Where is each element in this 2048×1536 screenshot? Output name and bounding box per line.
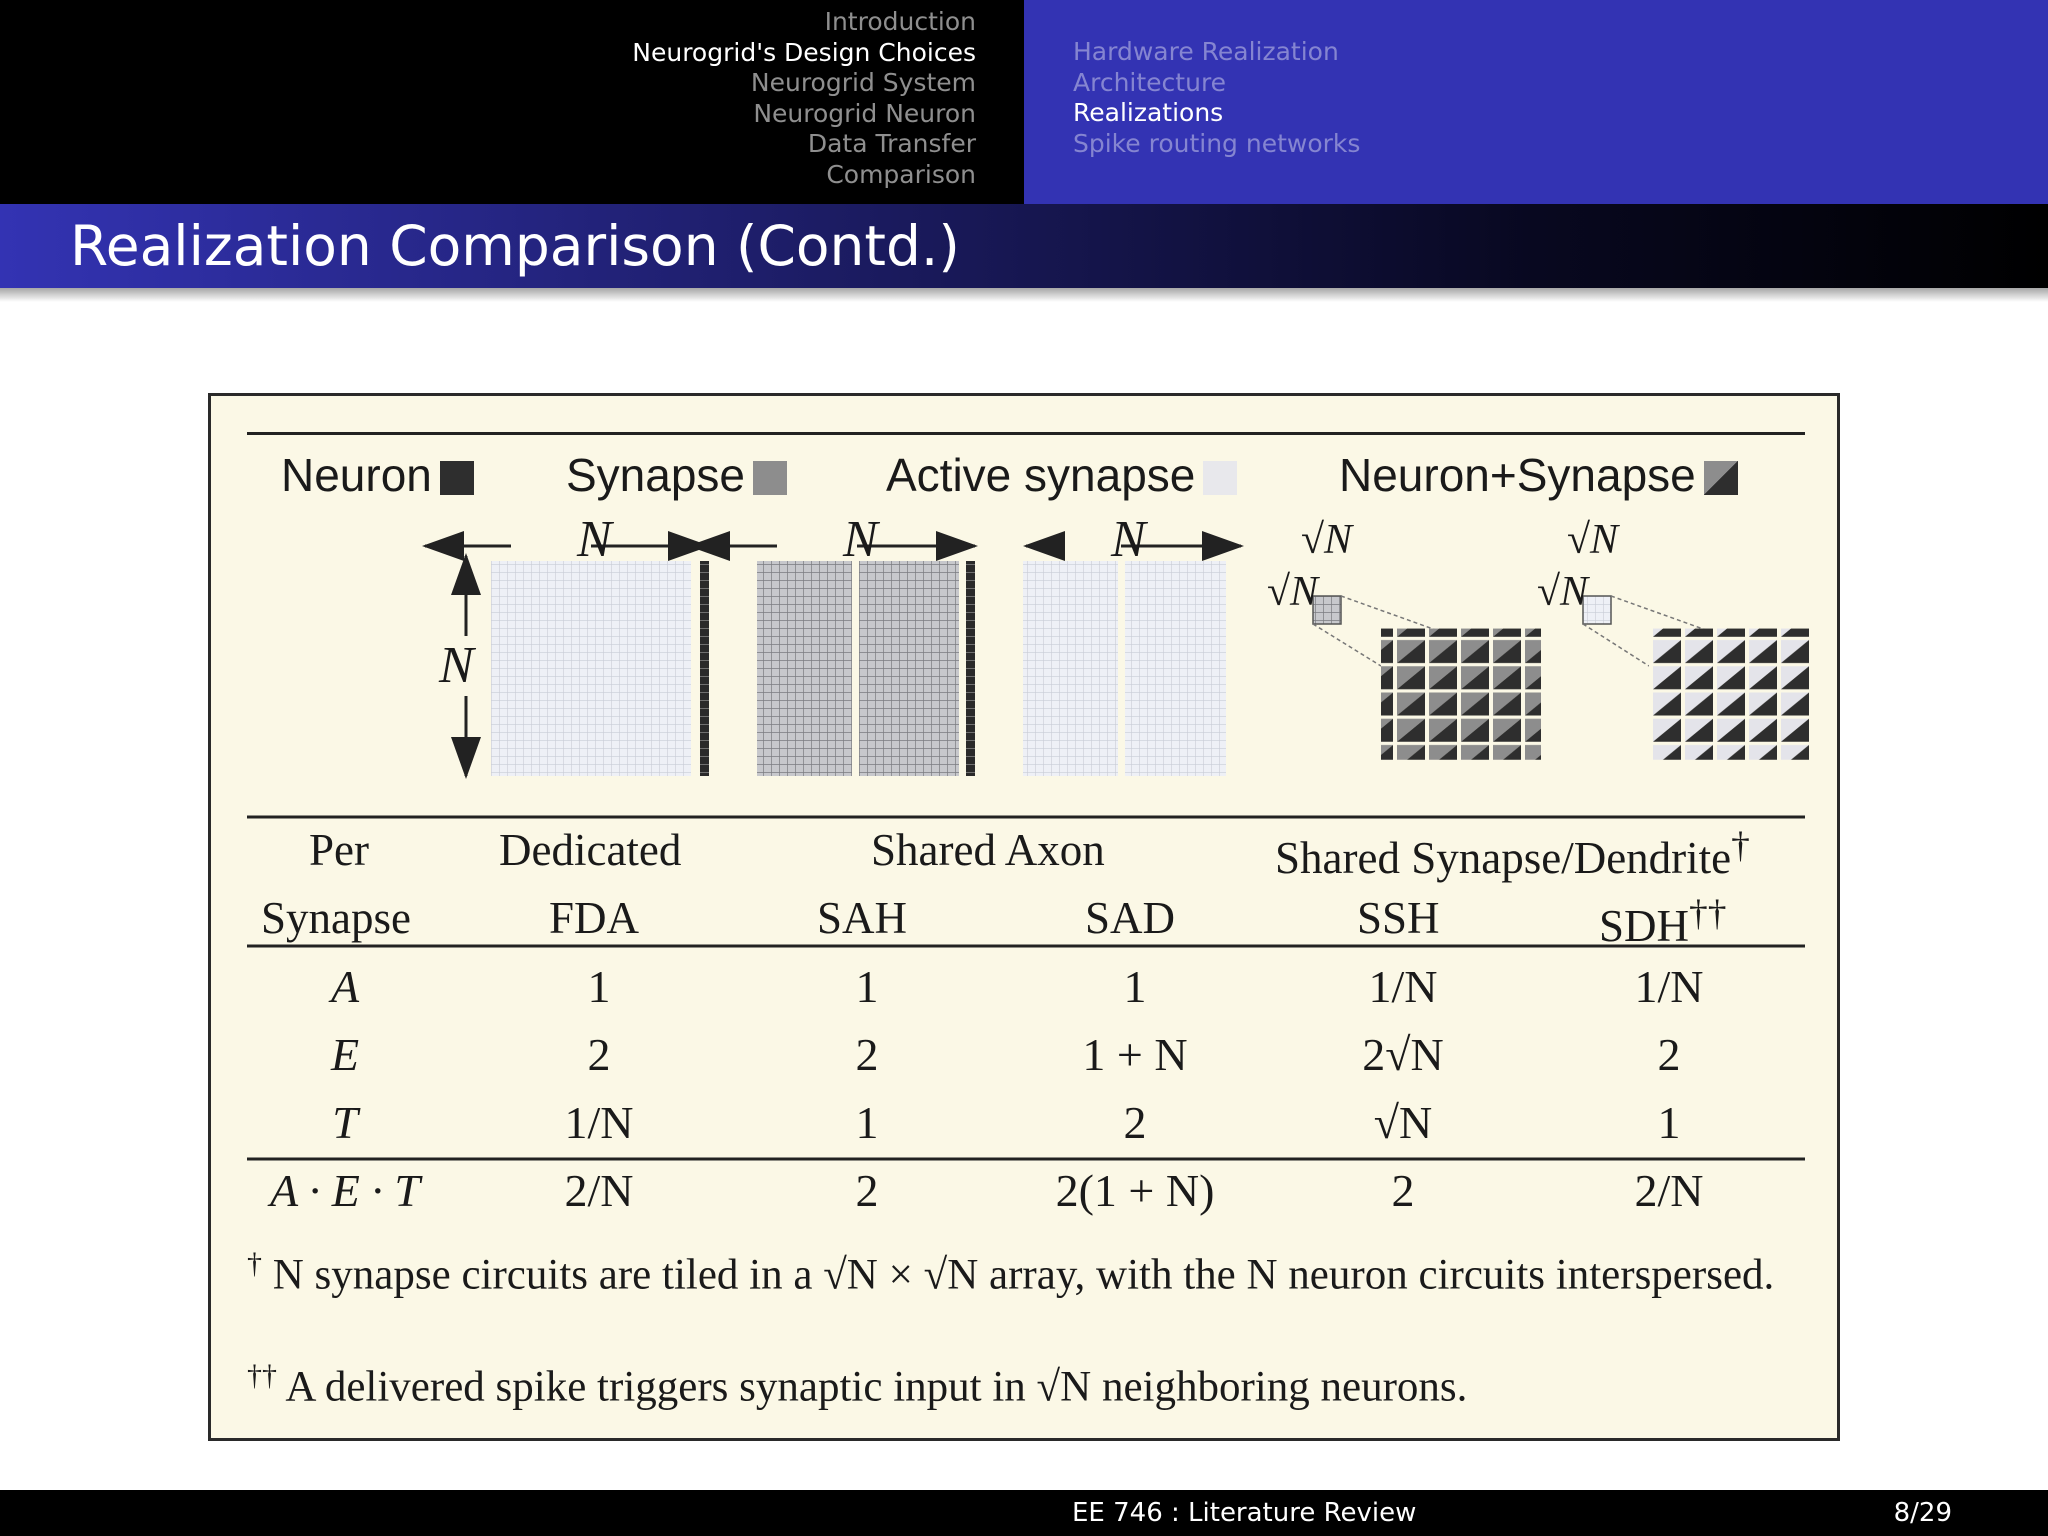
legend-neuron-synapse [1339,448,1738,502]
sdh-sqrt-n-top: √N [1567,517,1619,563]
section-navigation [0,0,1024,204]
fda-synapse-array [491,561,691,776]
header-shared-synapse-dendrite [1275,824,1750,884]
cell-sdh: 2/N [1634,1165,1704,1216]
cell-ssh: √N [1373,1097,1433,1148]
row-label: A · E · T [270,1165,420,1216]
nav-section-neurogrid-system[interactable]: Neurogrid System [750,68,976,97]
nav-section-comparison[interactable]: Comparison [826,159,976,189]
footnote-1-mark: † [247,1247,262,1280]
cell-ssh: 2√N [1362,1029,1444,1080]
row-label: E [330,1029,360,1080]
nav-subsection-spike-routing[interactable]: Spike routing networks [1073,128,1361,158]
footer-left [0,1490,1024,1536]
nav-section-data-transfer[interactable]: Data Transfer [807,129,976,158]
comparison-figure [208,393,1840,1441]
sad-synapse-array-left [1023,561,1118,776]
header-per: Per [309,825,369,875]
header-ssh: SSH [1357,893,1440,943]
fda-n-label: N [577,511,612,568]
footer-bar [1024,1490,2048,1536]
header-fda: FDA [549,893,640,943]
cell-sad: 2(1 + N) [1055,1165,1215,1216]
page-title: Realization Comparison (Contd.) [70,214,960,278]
ssh-sqrt-n-side: √N [1267,569,1319,615]
footnote-2-mark: †† [247,1359,277,1392]
section-list [632,7,976,190]
header-sdh-mark: †† [1689,893,1727,934]
header-dedicated: Dedicated [499,825,682,875]
cell-fda: 1 [587,961,611,1012]
legend [211,448,1837,508]
cell-fda: 2/N [564,1165,634,1216]
sah-synapse-array-left [757,561,852,776]
sad-n-label: N [1111,511,1146,568]
vertical-n-label: N [439,637,474,694]
frame-title-bar [0,204,2048,288]
cell-sad: 1 [1123,961,1147,1012]
header-sdh [1599,892,1727,952]
neuron-synapse-swatch [1704,461,1738,495]
footnote-2-text: A delivered spike triggers synaptic input in √N neighboring neurons. [285,1363,1468,1411]
cell-sdh: 1/N [1634,961,1704,1012]
header-synapse: Synapse [261,893,411,943]
legend-active-synapse [886,448,1237,502]
sah-n-label: N [843,511,878,568]
sah-synapse-array-right [859,561,959,776]
nav-section-introduction[interactable]: Introduction [824,7,976,36]
row-label: T [332,1097,358,1148]
cell-sah: 2 [855,1029,879,1080]
header-sad: SAD [1085,893,1176,943]
ssh-sqrt-n-top: √N [1301,517,1353,563]
cell-sah: 1 [855,961,879,1012]
sah-neuron-column [966,561,975,776]
cell-fda: 2 [587,1029,611,1080]
cell-sah: 2 [855,1165,879,1216]
header-shared-sd-mark: † [1731,825,1750,866]
header-shared-sd-text: Shared Synapse/Dendrite [1275,833,1732,883]
legend-neuron-synapse-label: Neuron+Synapse [1339,449,1696,501]
legend-active-synapse-label: Active synapse [886,449,1196,501]
nav-subsection-hardware-realization[interactable]: Hardware Realization [1073,37,1339,66]
nav-subsection-architecture[interactable]: Architecture [1073,67,1227,97]
cell-fda: 1/N [564,1097,634,1148]
footnote-2 [247,1348,1807,1415]
cell-sah: 1 [855,1097,879,1148]
legend-neuron [281,448,474,502]
top-rule [247,432,1805,435]
header-sah: SAH [817,893,908,943]
sad-synapse-array-right [1125,561,1226,776]
footnote-1 [247,1236,1807,1303]
header-sdh-text: SDH [1599,901,1690,951]
cell-sdh: 2 [1657,1029,1681,1080]
subsection-list [1073,37,1360,159]
nav-section-neurogrid-neuron[interactable]: Neurogrid Neuron [753,98,976,128]
footnote-1-text: N synapse circuits are tiled in a √N × √N array, with the N neuron circuits interspersed. [272,1251,1775,1299]
legend-neuron-label: Neuron [281,449,432,501]
header-shared-axon: Shared Axon [871,825,1105,875]
nav-section-design-choices[interactable]: Neurogrid's Design Choices [632,37,976,67]
synapse-swatch [753,461,787,495]
subsection-navigation [1024,0,2048,204]
nav-subsection-realizations[interactable]: Realizations [1073,98,1224,127]
footer-title: EE 746 : Literature Review [1072,1498,1417,1528]
cell-ssh: 1/N [1368,961,1438,1012]
sdh-tile-array [1649,629,1809,760]
ssh-tile-array [1381,629,1541,760]
row-label: A [330,961,360,1012]
legend-synapse-label: Synapse [566,449,746,501]
fda-neuron-column [700,561,709,776]
neuron-swatch [440,461,474,495]
cell-sad: 2 [1123,1097,1147,1148]
cell-ssh: 2 [1391,1165,1415,1216]
title-shadow [0,288,2048,302]
cell-sdh: 1 [1657,1097,1681,1148]
cell-sad: 1 + N [1082,1029,1188,1080]
page-number: 8/29 [1893,1498,1952,1528]
active-synapse-swatch [1203,461,1237,495]
sdh-sqrt-n-side: √N [1537,569,1589,615]
legend-synapse [566,448,787,502]
